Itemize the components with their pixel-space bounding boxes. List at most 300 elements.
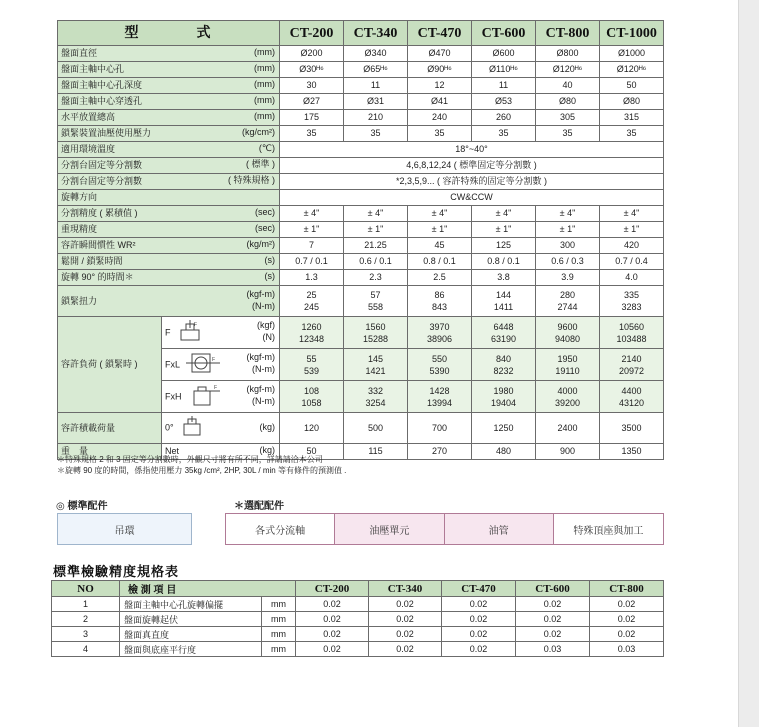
- spec-row: [58, 46, 664, 62]
- svg-text:F: F: [212, 356, 216, 363]
- spec-value: ± 1": [600, 222, 664, 238]
- spec-value-line: 280: [559, 290, 576, 300]
- spec-value: 300: [536, 238, 600, 254]
- spec-value: [536, 286, 600, 317]
- spec-value: Ø120ᴴ⁶: [600, 62, 664, 78]
- spec-row: [58, 158, 664, 174]
- spec-value: 1250: [472, 413, 536, 444]
- spec-value: 700: [408, 413, 472, 444]
- inspection-item: 盤面真直度: [120, 627, 262, 642]
- inspection-value: 0.02: [590, 612, 664, 627]
- spec-label: [58, 238, 280, 254]
- inspection-value: 0.02: [516, 612, 590, 627]
- col-header-no: NO: [52, 581, 120, 597]
- inspection-row: [52, 642, 664, 657]
- spec-value: Ø1000: [600, 46, 664, 62]
- inspection-unit: mm: [262, 597, 296, 612]
- spec-value: 1.3: [280, 270, 344, 286]
- spec-value: 0.6 / 0.3: [536, 254, 600, 270]
- inspection-value: 0.02: [442, 597, 516, 612]
- inspection-value: 0.02: [442, 627, 516, 642]
- spec-value-line: 3970: [429, 321, 450, 332]
- spec-unit: [247, 288, 276, 312]
- optional-accessories-title: ＊選配配件: [234, 501, 284, 512]
- spec-value: 35: [408, 126, 472, 142]
- spec-unit: (N-m): [252, 364, 275, 374]
- spec-label: [58, 126, 280, 142]
- footnote: ＊特殊規格 2 和 3 固定等分割數時，外觀尺寸將有所不同，詳請請洽本公司: [57, 455, 323, 464]
- spec-value: 500: [344, 413, 408, 444]
- spec-value: 260: [472, 110, 536, 126]
- inspection-unit: mm: [262, 642, 296, 657]
- spec-label-text: 鬆開 / 鎖緊時間: [61, 256, 123, 266]
- optional-accessory-item: 各式分流軸: [226, 514, 335, 544]
- spec-value-line: 6448: [493, 321, 514, 332]
- load-capacity-icon: [180, 416, 204, 440]
- spec-value-line: 10560: [618, 321, 645, 332]
- spec-value-line: 57: [370, 290, 381, 300]
- spec-unit: (kg): [259, 445, 275, 455]
- svg-text:F: F: [213, 384, 217, 391]
- spec-value-span: 4,6,8,12,24 ( 標準固定等分割數 ): [280, 158, 664, 174]
- model-header: CT-1000: [600, 21, 664, 46]
- spec-value: [280, 286, 344, 317]
- spec-label: [58, 46, 280, 62]
- spec-value-line: 843: [431, 302, 448, 312]
- spec-row: [58, 110, 664, 126]
- spec-label: [58, 94, 280, 110]
- spec-value: 0.6 / 0.1: [344, 254, 408, 270]
- model-header: CT-470: [408, 21, 472, 46]
- spec-value-line: 1411: [493, 302, 514, 312]
- spec-label-text: 旋轉方向: [61, 192, 98, 202]
- spec-row: [58, 206, 664, 222]
- spec-value-line: 2744: [557, 302, 578, 312]
- spec-unit: (sec): [255, 207, 275, 217]
- spec-value: Ø90ᴴ⁶: [408, 62, 472, 78]
- spec-unit: (kg/cm²): [242, 127, 275, 137]
- spec-value: ± 4": [344, 206, 408, 222]
- inspection-value: 0.02: [369, 612, 442, 627]
- spec-row-torque: [58, 286, 664, 317]
- spec-value: 480: [472, 444, 536, 460]
- spec-row: [58, 78, 664, 94]
- spec-value-line: 39200: [554, 397, 581, 408]
- spec-value: 30: [280, 78, 344, 94]
- inspection-value: 0.02: [442, 612, 516, 627]
- spec-value-line: 4000: [557, 385, 578, 396]
- spec-value: [472, 317, 536, 349]
- spec-value-line: 332: [367, 385, 384, 396]
- spec-unit: (s): [264, 255, 275, 265]
- spec-value-line: 245: [303, 302, 320, 312]
- standard-accessories-title: ◎ 標準配件: [56, 501, 108, 512]
- inspection-value: 0.02: [516, 627, 590, 642]
- spec-value: 2.3: [344, 270, 408, 286]
- spec-value: [408, 381, 472, 413]
- spec-value: 3500: [600, 413, 664, 444]
- spec-value: 35: [600, 126, 664, 142]
- spec-title: 型 式: [58, 21, 280, 46]
- spec-value-line: 4400: [621, 385, 642, 396]
- spec-unit: [257, 319, 275, 343]
- spec-value: 2.5: [408, 270, 472, 286]
- inspection-header-row: [52, 581, 664, 597]
- spec-value-line: 55: [306, 353, 317, 364]
- spec-value: Ø110ᴴ⁶: [472, 62, 536, 78]
- spec-value-line: 94080: [554, 333, 581, 344]
- spec-value-line: 1950: [557, 353, 578, 364]
- right-margin-bar: [738, 0, 759, 727]
- spec-label-text: 鎖緊扭力: [61, 295, 98, 306]
- model-header: CT-600: [472, 21, 536, 46]
- spec-value: [536, 317, 600, 349]
- spec-value-line: 840: [495, 353, 512, 364]
- spec-value: [344, 349, 408, 381]
- spec-label: [58, 110, 280, 126]
- spec-value: [536, 381, 600, 413]
- spec-value: ± 4": [280, 206, 344, 222]
- inspection-value: 0.02: [369, 627, 442, 642]
- spec-value-line: 3254: [365, 397, 386, 408]
- spec-unit: (mm): [254, 111, 275, 121]
- spec-value: 35: [536, 126, 600, 142]
- spec-value: 35: [280, 126, 344, 142]
- spec-unit: (kgf-m): [246, 352, 275, 362]
- spec-value: Ø53: [472, 94, 536, 110]
- spec-unit: (N-m): [252, 301, 275, 311]
- spec-value: [472, 381, 536, 413]
- spec-value: Ø340: [344, 46, 408, 62]
- col-header-model: CT-340: [369, 581, 442, 597]
- spec-value: Ø120ᴴ⁶: [536, 62, 600, 78]
- spec-unit: (mm): [254, 79, 275, 89]
- spec-unit: (sec): [255, 223, 275, 233]
- spec-value: 315: [600, 110, 664, 126]
- col-header-model: CT-800: [590, 581, 664, 597]
- spec-label: [58, 190, 280, 206]
- spec-label: [58, 78, 280, 94]
- col-header-item: 檢 測 項 目: [120, 581, 296, 597]
- spec-label: [58, 142, 280, 158]
- spec-value: 0.8 / 0.1: [408, 254, 472, 270]
- spec-sub-label: 0°: [165, 422, 174, 433]
- spec-value: 50: [280, 444, 344, 460]
- inspection-row: [52, 597, 664, 612]
- inspection-title: 標準檢驗精度規格表: [53, 564, 180, 579]
- spec-unit: (kgf-m): [246, 384, 275, 394]
- spec-unit: (s): [264, 271, 275, 281]
- spec-value-line: 20972: [618, 365, 645, 376]
- model-header: CT-200: [280, 21, 344, 46]
- spec-value-line: 1260: [301, 321, 322, 332]
- spec-value: 40: [536, 78, 600, 94]
- spec-value-line: 13994: [426, 397, 453, 408]
- spec-value: 7: [280, 238, 344, 254]
- spec-value-line: 335: [623, 290, 640, 300]
- spec-row-load: [58, 317, 664, 349]
- spec-row: [58, 142, 664, 158]
- spec-value: Ø600: [472, 46, 536, 62]
- spec-row: [58, 270, 664, 286]
- spec-label-text: 重現精度: [61, 224, 98, 234]
- spec-header-row: [58, 21, 664, 46]
- spec-value: Ø41: [408, 94, 472, 110]
- spec-label: [58, 254, 280, 270]
- spec-value: Ø470: [408, 46, 472, 62]
- spec-value-line: 43120: [618, 397, 645, 408]
- inspection-value: 0.02: [516, 597, 590, 612]
- spec-label-text: 分割台固定等分割數: [61, 176, 143, 186]
- spec-unit: (℃): [258, 143, 275, 153]
- spec-table: [57, 20, 664, 460]
- spec-value: ± 4": [600, 206, 664, 222]
- col-header-model: CT-600: [516, 581, 590, 597]
- spec-label-text: 盤面主軸中心孔深度: [61, 80, 143, 90]
- spec-row: [58, 126, 664, 142]
- spec-value: 0.7 / 0.4: [600, 254, 664, 270]
- spec-value: 3.8: [472, 270, 536, 286]
- inspection-no: 1: [52, 597, 120, 612]
- spec-value-span: 18°~40°: [280, 142, 664, 158]
- spec-value: Ø200: [280, 46, 344, 62]
- spec-row: [58, 174, 664, 190]
- spec-label-text: 分割台固定等分割數: [61, 160, 143, 170]
- spec-value-line: 1428: [429, 385, 450, 396]
- inspection-value: 0.02: [590, 627, 664, 642]
- spec-value-line: 539: [303, 365, 320, 376]
- spec-value: [344, 286, 408, 317]
- spec-value-span: *2,3,5,9... ( 容許特殊的固定等分割數 ): [280, 174, 664, 190]
- spec-value: 270: [408, 444, 472, 460]
- spec-unit: (N-m): [252, 396, 275, 406]
- spec-value: 11: [344, 78, 408, 94]
- spec-value: Ø65ᴴ⁶: [344, 62, 408, 78]
- load-type-name: FxL: [165, 358, 181, 369]
- spec-label: [58, 206, 280, 222]
- spec-label: [58, 62, 280, 78]
- spec-value-line: 1058: [301, 397, 322, 408]
- spec-unit: (mm): [254, 63, 275, 73]
- spec-value-line: 25: [306, 290, 317, 300]
- spec-unit: (kgf): [257, 320, 275, 330]
- inspection-value: 0.02: [296, 642, 369, 657]
- spec-value: 11: [472, 78, 536, 94]
- axial-load-icon: [177, 320, 203, 346]
- spec-value-line: 2140: [621, 353, 642, 364]
- spec-label: 重 量: [58, 444, 162, 460]
- spec-value-line: 19404: [490, 397, 517, 408]
- spec-label: [58, 158, 280, 174]
- optional-accessory-item: 油壓單元: [335, 514, 444, 544]
- spec-value: 305: [536, 110, 600, 126]
- inspection-value: 0.02: [296, 627, 369, 642]
- spec-value: 0.7 / 0.1: [280, 254, 344, 270]
- spec-value: 4.0: [600, 270, 664, 286]
- spec-label: [58, 174, 280, 190]
- spec-value-line: 9600: [557, 321, 578, 332]
- spec-value-line: 86: [434, 290, 445, 300]
- spec-value: 115: [344, 444, 408, 460]
- footnote: ＊旋轉 90 度的時間，係指使用壓力 35kg /cm², 2HP, 30L / min 等有條件的預測值 .: [57, 466, 347, 475]
- spec-value-line: 108: [303, 385, 320, 396]
- spec-value: [344, 317, 408, 349]
- spec-value: 175: [280, 110, 344, 126]
- inspection-value: 0.02: [590, 597, 664, 612]
- spec-value-line: 1421: [365, 365, 386, 376]
- spec-value: [280, 349, 344, 381]
- spec-sub-label: Net: [165, 446, 180, 456]
- spec-value: ± 1": [280, 222, 344, 238]
- spec-row: [58, 222, 664, 238]
- spec-value-line: 550: [431, 353, 448, 364]
- inspection-item: 盤面與底座平行度: [120, 642, 262, 657]
- spec-unit: (mm): [254, 95, 275, 105]
- inspection-value: 0.02: [369, 642, 442, 657]
- spec-value: Ø800: [536, 46, 600, 62]
- tilt-load-icon: [188, 383, 222, 411]
- load-type-cell: [162, 349, 280, 381]
- spec-value: 0.8 / 0.1: [472, 254, 536, 270]
- optional-accessories-list: [225, 513, 664, 545]
- spec-value-line: 144: [495, 290, 512, 300]
- spec-value: 1350: [600, 444, 664, 460]
- spec-row: [58, 413, 664, 444]
- spec-value: Ø27: [280, 94, 344, 110]
- spec-value: [472, 349, 536, 381]
- spec-label-text: 容許瞬間慣性 WR²: [61, 240, 136, 250]
- svg-text:F: F: [193, 321, 197, 328]
- spec-value: Ø31: [344, 94, 408, 110]
- inspection-value: 0.02: [442, 642, 516, 657]
- spec-label-text: 盤面直徑: [61, 48, 98, 58]
- spec-value: 240: [408, 110, 472, 126]
- spec-label-text: 旋轉 90° 的時間＊: [61, 272, 134, 282]
- spec-value-line: 15288: [362, 333, 389, 344]
- inspection-value: 0.03: [516, 642, 590, 657]
- spec-value: [600, 317, 664, 349]
- spec-value-line: 19110: [555, 365, 580, 376]
- spec-value: 12: [408, 78, 472, 94]
- spec-value-line: 8232: [493, 365, 514, 376]
- inspection-table: [51, 580, 664, 657]
- footnotes: [57, 454, 346, 476]
- spec-value: 50: [600, 78, 664, 94]
- spec-value-line: 103488: [616, 333, 647, 344]
- spec-value-line: 1980: [493, 385, 514, 396]
- spec-value: [408, 349, 472, 381]
- spec-value-line: 145: [367, 353, 384, 364]
- load-group-label: 容許負荷 ( 鎖緊時 ): [58, 317, 162, 413]
- spec-value: 21.25: [344, 238, 408, 254]
- moment-load-icon: [186, 351, 220, 379]
- spec-value-line: 38906: [426, 333, 453, 344]
- spec-value: Ø80: [600, 94, 664, 110]
- spec-unit: ( 特殊規格 ): [228, 175, 275, 185]
- spec-row: [58, 94, 664, 110]
- col-header-model: CT-470: [442, 581, 516, 597]
- spec-value: 3.9: [536, 270, 600, 286]
- spec-value: [408, 286, 472, 317]
- spec-unit: [247, 351, 276, 375]
- spec-label: 容許積載荷量: [58, 413, 162, 444]
- spec-unit: [247, 383, 276, 407]
- spec-label-text: 水平放置總高: [61, 112, 116, 122]
- spec-value: 45: [408, 238, 472, 254]
- spec-value: [536, 349, 600, 381]
- model-header: CT-800: [536, 21, 600, 46]
- spec-value-line: 3283: [621, 302, 642, 312]
- load-type-name: F: [165, 326, 171, 337]
- inspection-item: 盤面旋轉起伏: [120, 612, 262, 627]
- spec-row: [58, 62, 664, 78]
- spec-value: Ø30ᴴ⁶: [280, 62, 344, 78]
- spec-value: 420: [600, 238, 664, 254]
- spec-value-line: 5390: [429, 365, 450, 376]
- spec-value: [280, 381, 344, 413]
- optional-accessory-item: 特殊頂座與加工: [573, 525, 644, 537]
- spec-unit: (mm): [254, 47, 275, 57]
- inspection-value: 0.02: [296, 612, 369, 627]
- inspection-row: [52, 627, 664, 642]
- spec-unit: (kgf-m): [246, 289, 275, 299]
- inspection-unit: mm: [262, 612, 296, 627]
- spec-label-text: 分割精度 ( 累積值 ): [61, 208, 138, 218]
- spec-value: Ø80: [536, 94, 600, 110]
- spec-value: [600, 286, 664, 317]
- spec-row: [58, 190, 664, 206]
- spec-label: [58, 286, 280, 317]
- spec-value-line: 558: [367, 302, 384, 312]
- spec-unit: (kg/m²): [246, 239, 275, 249]
- spec-sub-cell: [162, 413, 280, 444]
- spec-value-line: 63190: [490, 333, 517, 344]
- spec-value: [600, 349, 664, 381]
- spec-unit: (kg): [259, 422, 275, 432]
- spec-label: [58, 270, 280, 286]
- spec-value-span: CW&CCW: [280, 190, 664, 206]
- spec-value: [600, 381, 664, 413]
- inspection-value: 0.02: [369, 597, 442, 612]
- spec-value: ± 1": [344, 222, 408, 238]
- inspection-no: 4: [52, 642, 120, 657]
- inspection-item: 盤面主軸中心孔旋轉偏擺: [120, 597, 262, 612]
- spec-value: 210: [344, 110, 408, 126]
- spec-label-text: 鎖緊裝置油壓使用壓力: [61, 128, 152, 138]
- model-header: CT-340: [344, 21, 408, 46]
- spec-value: 2400: [536, 413, 600, 444]
- spec-value: [472, 286, 536, 317]
- spec-unit: (N): [262, 332, 275, 342]
- load-type-cell: [162, 317, 280, 349]
- load-type-name: FxH: [165, 390, 182, 401]
- spec-value: [280, 317, 344, 349]
- inspection-value: 0.03: [590, 642, 664, 657]
- spec-label: [58, 222, 280, 238]
- load-type-cell: [162, 381, 280, 413]
- spec-label-text: 盤面主軸中心孔: [61, 64, 125, 74]
- spec-value: [408, 317, 472, 349]
- standard-accessory-item: 吊環: [57, 513, 192, 545]
- spec-value: ± 4": [536, 206, 600, 222]
- spec-row: [58, 254, 664, 270]
- spec-value-line: 1560: [365, 321, 386, 332]
- spec-value: ± 4": [408, 206, 472, 222]
- spec-value: 35: [472, 126, 536, 142]
- spec-row: [58, 238, 664, 254]
- spec-value: 900: [536, 444, 600, 460]
- spec-value: 120: [280, 413, 344, 444]
